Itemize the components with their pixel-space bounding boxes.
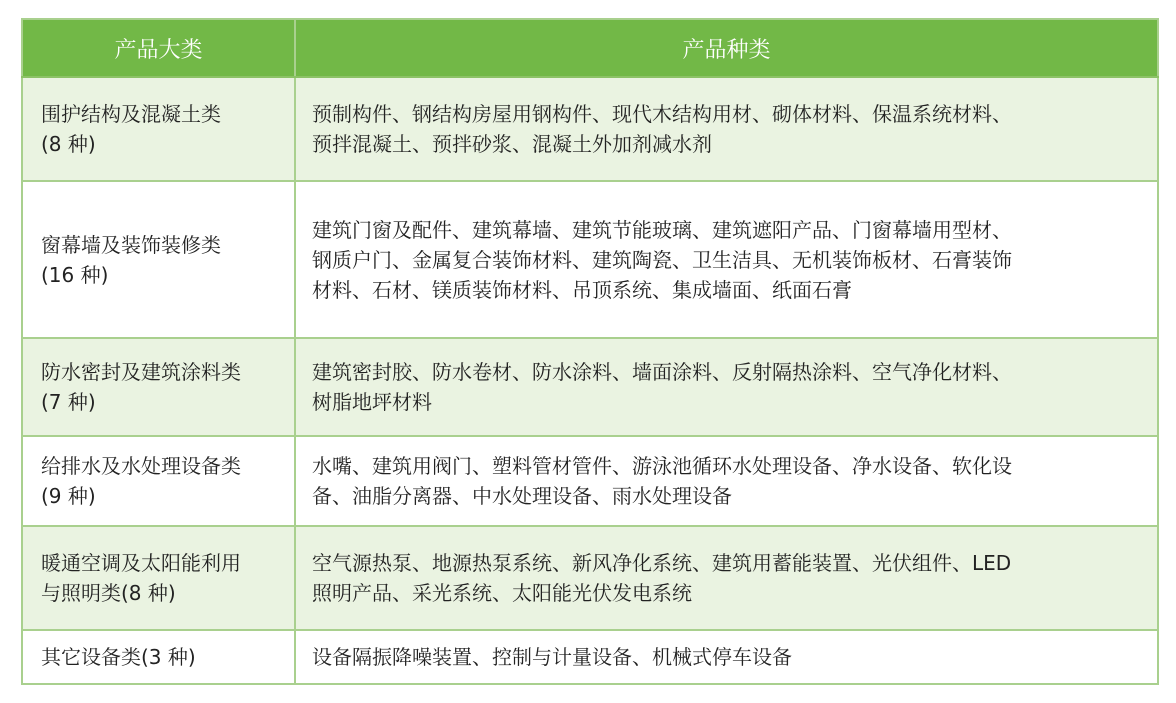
products-line: 钢质户门、金属复合装饰材料、建筑陶瓷、卫生洁具、无机装饰板材、石膏装饰 <box>312 247 1012 272</box>
products-cell <box>295 338 1158 436</box>
category-count-line: (9 种) <box>41 484 96 508</box>
products-line: 照明产品、采光系统、太阳能光伏发电系统 <box>312 581 692 605</box>
category-text-line: 防水密封及建筑涂料类 <box>41 360 241 384</box>
table-header-row <box>22 19 1158 77</box>
products-line: 设备隔振降噪装置、控制与计量设备、机械式停车设备 <box>312 645 792 669</box>
products-line: 水嘴、建筑用阀门、塑料管材管件、游泳池循环水处理设备、净水设备、软化设 <box>312 454 1012 478</box>
products-line: 建筑密封胶、防水卷材、防水涂料、墙面涂料、反射隔热涂料、空气净化材料、 <box>312 360 1012 384</box>
products-cell <box>295 181 1158 338</box>
products-cell <box>295 77 1158 181</box>
header-product-category: 产品大类 <box>22 19 295 77</box>
products-line: 空气源热泵、地源热泵系统、新风净化系统、建筑用蓄能装置、光伏组件、LED <box>312 551 1012 575</box>
header-product-types: 产品种类 <box>295 19 1158 77</box>
category-cell <box>22 630 295 684</box>
product-category-table-container <box>21 18 1157 685</box>
table-row <box>22 338 1158 436</box>
category-text-line: 围护结构及混凝土类 <box>41 102 221 126</box>
products-cell <box>295 436 1158 526</box>
category-cell <box>22 436 295 526</box>
category-cell <box>22 526 295 630</box>
products-line: 预制构件、钢结构房屋用钢构件、现代木结构用材、砌体材料、保温系统材料、 <box>312 102 1012 126</box>
table-row <box>22 526 1158 630</box>
category-cell <box>22 338 295 436</box>
category-count-line: (8 种) <box>41 132 96 156</box>
products-line: 备、油脂分离器、中水处理设备、雨水处理设备 <box>312 484 732 508</box>
products-line: 预拌混凝土、预拌砂浆、混凝土外加剂减水剂 <box>312 132 712 156</box>
category-cell <box>22 181 295 338</box>
category-count-line: (7 种) <box>41 390 96 414</box>
product-category-table <box>21 18 1159 685</box>
category-count-line: 与照明类(8 种) <box>41 581 176 605</box>
table-row <box>22 436 1158 526</box>
table-row <box>22 630 1158 684</box>
category-text-line: 窗幕墙及装饰装修类 <box>41 232 221 257</box>
category-text-line: 其它设备类(3 种) <box>41 645 196 669</box>
table-row <box>22 77 1158 181</box>
products-cell <box>295 630 1158 684</box>
category-cell <box>22 77 295 181</box>
products-line: 建筑门窗及配件、建筑幕墙、建筑节能玻璃、建筑遮阳产品、门窗幕墙用型材、 <box>312 217 1012 242</box>
products-cell <box>295 526 1158 630</box>
category-text-line: 暖通空调及太阳能利用 <box>41 551 241 575</box>
products-line: 树脂地坪材料 <box>312 390 432 414</box>
products-line: 材料、石材、镁质装饰材料、吊顶系统、集成墙面、纸面石膏 <box>312 277 852 302</box>
category-count-line: (16 种) <box>41 262 109 287</box>
category-text-line: 给排水及水处理设备类 <box>41 454 241 478</box>
table-row <box>22 181 1158 338</box>
